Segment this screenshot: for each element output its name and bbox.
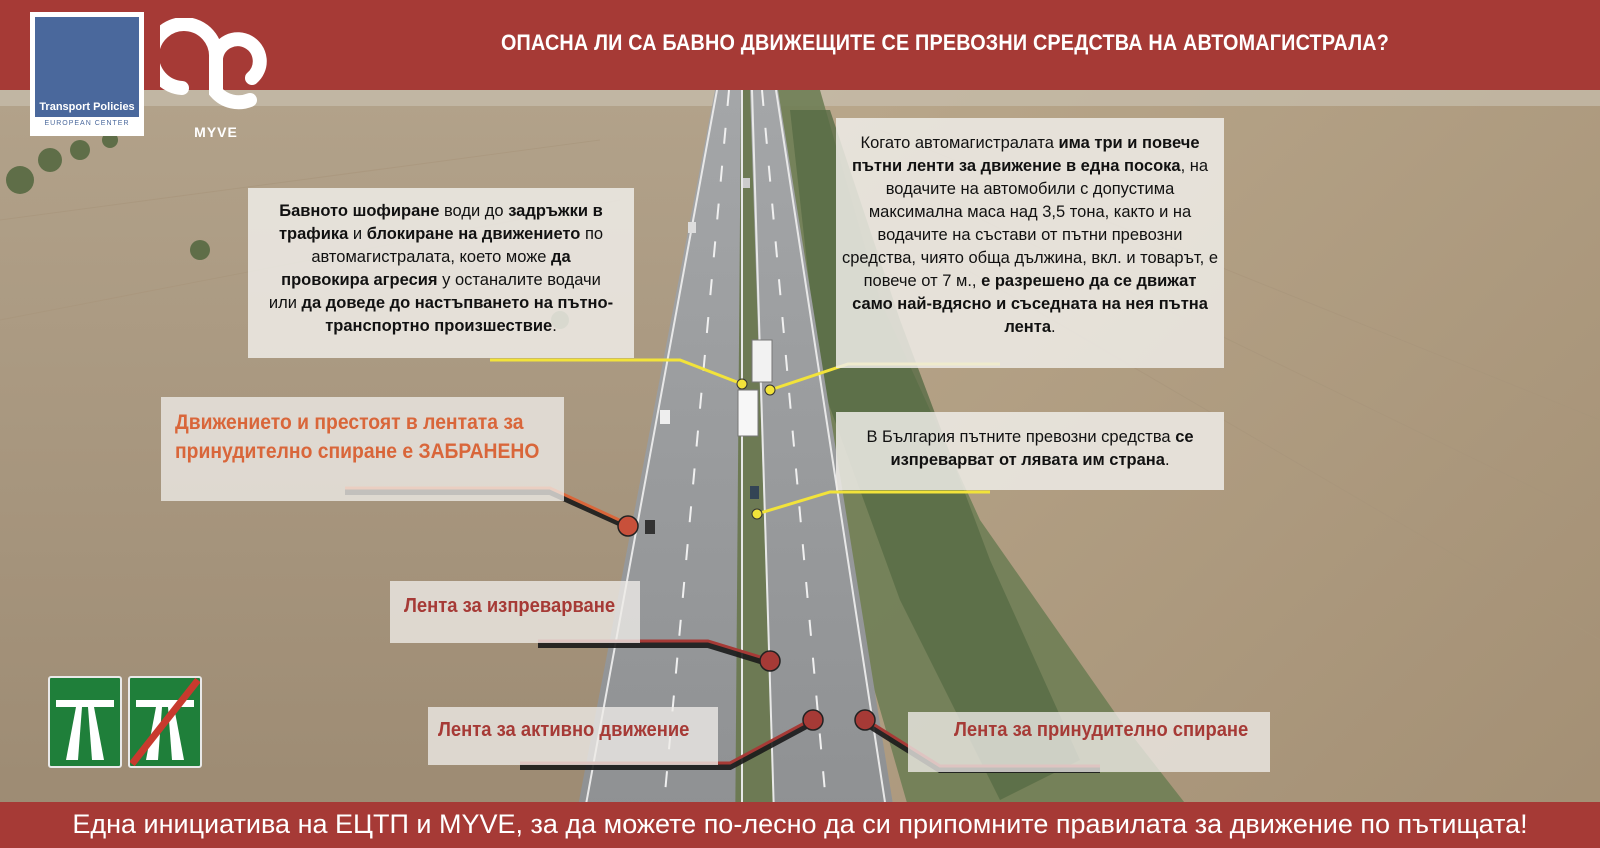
slow-driving-info-box: Бавното шофиране води до задръжки в трафика и блокиране на движението по автомагистралата, което може да провокира агресия у останалите водачи или да доведе до настъпването на пътно-транспортно произшествие. bbox=[248, 188, 634, 358]
myve-wordmark: MYVE bbox=[194, 124, 238, 140]
overtaking-info-box: В България пътните превозни средства се изпреварват от лявата им страна. bbox=[836, 412, 1224, 490]
overtaking-lane-label: Лента за изпреварване bbox=[390, 581, 640, 643]
myve-logo-icon bbox=[160, 18, 272, 122]
logo-name: Transport Policies bbox=[39, 101, 135, 113]
logo-subtitle: EUROPEAN CENTER bbox=[44, 120, 130, 127]
transport-policies-logo bbox=[30, 12, 144, 136]
active-lane-label: Лента за активно движение bbox=[428, 707, 718, 765]
end-of-motorway-sign-icon bbox=[128, 676, 202, 768]
footer-slogan: Една инициатива на ЕЦТП и MYVE, за да можете по-лесно да си припомните правилата за движение по пътищата! bbox=[72, 809, 1528, 839]
emergency-lane-forbidden-label bbox=[161, 397, 564, 501]
page-title: ОПАСНА ЛИ СА БАВНО ДВИЖЕЩИТЕ СЕ ПРЕВОЗНИ СРЕДСТВА НА АВТОМАГИСТРАЛА? bbox=[500, 30, 1390, 55]
forbidden-line-2: принудително спиране е ЗАБРАНЕНО bbox=[175, 440, 540, 463]
heavy-vehicles-info-box: Когато автомагистралата има три и повече пътни ленти за движение в една посока, на водачите на автомобили с допустима максимална маса над 3,5 тона, както и на водачите на състави от пътни превозни средства, чиято обща дължина, вкл. и товарът, е повече от 7 м., е разрешено да се движат само най-вдясно и съседната на нея пътна лента. bbox=[836, 118, 1224, 368]
emergency-lane-label: Лента за принудително спиране bbox=[908, 712, 1270, 772]
forbidden-line-1: Движението и престоят в лентата за bbox=[175, 411, 524, 434]
motorway-sign-icon bbox=[48, 676, 122, 768]
